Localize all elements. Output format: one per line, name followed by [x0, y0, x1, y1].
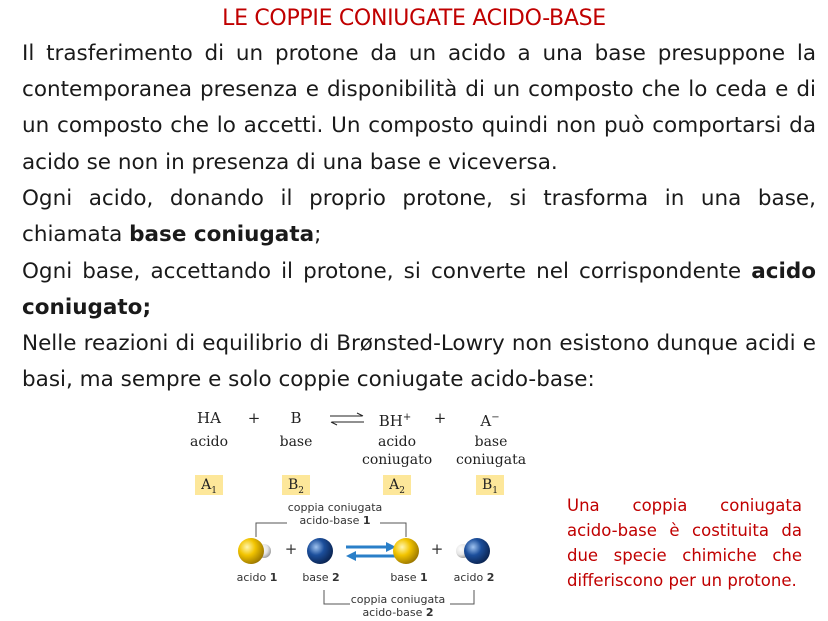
box-b1-letter: B [481, 477, 493, 493]
conjugate-pairs-figure [180, 403, 540, 621]
label-acido-1 [232, 571, 282, 584]
paragraph-bronsted-lowry: Nelle reazioni di equilibrio di Brønsted-Lowry non esistono dunque acidi e basi, ma sempre e solo coppie coniugate acido-base: [22, 331, 816, 393]
box-a1-letter: A [201, 477, 212, 493]
label-base-1-text: base [390, 571, 421, 584]
label-base-2-text: base [302, 571, 333, 584]
paragraph-proton-transfer: Il trasferimento di un protone da un acido a una base presuppone la contemporanea presenza e disponibilità di un composto che lo ceda e di un composto che lo accetti. Un composto quindi non può comportarsi da acido se non in presenza di una base e viceversa. [22, 41, 816, 175]
label-acido-coniugato-line1: acido [377, 434, 417, 450]
paragraph-conjugate-acid-text: Ogni base, accettando il protone, si converte nel corrispondente [22, 259, 752, 284]
box-b2-letter: B [287, 477, 299, 493]
label-acido-coniugato-line2: coniugato [362, 452, 433, 468]
species-bh-plus-main: BH [378, 412, 403, 430]
paragraph-conjugate-acid [22, 254, 816, 326]
pair-2-label-line2-num: 2 [425, 606, 434, 619]
pair-2-label [346, 593, 450, 619]
box-a2-index: 2 [399, 485, 405, 496]
molecule-plus-sign: + [284, 540, 298, 558]
term-base-coniugata: base coniugata [129, 222, 315, 248]
plus-sign: + [247, 409, 261, 427]
paragraph-conjugate-base [22, 181, 816, 253]
label-base-1 [386, 571, 432, 584]
label-base-2 [298, 571, 344, 584]
species-b: B [290, 409, 302, 427]
plus-sign: + [433, 409, 447, 427]
label-acido-1-num: 1 [269, 571, 278, 584]
box-a1-index: 1 [211, 485, 217, 496]
label-base-1-num: 1 [420, 571, 428, 584]
label-acido-2 [448, 571, 500, 584]
label-base-coniugata-line2: coniugata [456, 452, 527, 468]
page-title: LE COPPIE CONIUGATE ACIDO-BASE [222, 6, 606, 31]
molecules [180, 403, 540, 621]
conjugate-pair-note: Una coppia coniugata acido-base è costituita da due specie chimiche che differiscono per un protone. [567, 496, 802, 590]
acido-2-molecule [456, 538, 490, 564]
pair-1-label-line2-num: 1 [362, 514, 371, 527]
box-b1-index: 1 [492, 485, 499, 496]
label-base: base [279, 434, 313, 450]
species-a-minus-main: A [480, 412, 492, 430]
base-2-molecule [307, 538, 333, 564]
label-acido: acido [189, 434, 229, 450]
paragraph-conjugate-base-end: ; [314, 222, 322, 248]
label-base-2-num: 2 [332, 571, 340, 584]
acido-1-molecule [238, 538, 271, 564]
term-acido-coniugato: acido coniugato; [22, 259, 816, 321]
label-acido-2-num: 2 [486, 571, 495, 584]
label-acido-1-text: acido [236, 571, 270, 584]
base-1-molecule [393, 538, 419, 564]
pair-2-label-line1: coppia coniugata [350, 593, 446, 606]
box-b2-index: 2 [298, 485, 305, 496]
pair-1-label-line2-text: acido-base [299, 514, 363, 527]
pair-2-label-line2 [346, 606, 450, 619]
pair-1-label-line1: coppia coniugata [287, 501, 383, 514]
species-a-minus-charge: − [491, 412, 500, 423]
pair-2-label-line2-text: acido-base [362, 606, 426, 619]
molecule-plus-sign: + [430, 540, 444, 558]
equilibrium-arrows-icon [346, 542, 396, 561]
species-ha: HA [197, 409, 221, 427]
label-acido-2-text: acido [453, 571, 487, 584]
label-base-coniugata-line1: base [474, 434, 508, 450]
species-bh-plus-charge: + [402, 412, 412, 423]
paragraph-conjugate-base-text: Ogni acido, donando il proprio protone, si trasforma in una base, chiamata [22, 186, 816, 248]
box-a2-letter: A [389, 477, 400, 493]
